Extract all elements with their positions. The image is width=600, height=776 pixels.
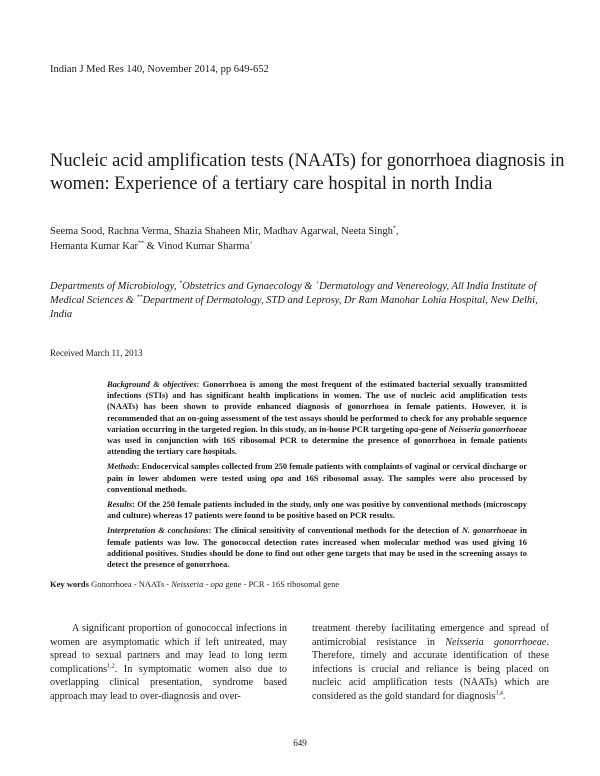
keywords-label: Key words xyxy=(50,579,89,589)
abstract-text: : Gonorrhoea is among the most frequent of the estimated bacterial sexually transmitted infections (STIs) and has significant health implications in women. The use of nucleic acid amplification tests (NAATs) has been shown to provide enhanced diagnosis of gonorrhoea in female patients. However, it is recommended that an on-going assessment of the test assays should be performed to check for any probable sequence variation occurring in the targeted region. In this study, an in-house PCR targeting xyxy=(107,380,527,434)
keywords-text: gene - PCR - 16S ribosomal gene xyxy=(223,579,340,589)
body-text: treatment thereby facilitating emergence and spread of antimicrobial resistance in xyxy=(312,623,549,648)
page-number: 649 xyxy=(293,738,307,748)
abstract-text: : The clinical sensitivity of conventional methods for the detection of xyxy=(208,526,462,536)
abstract-label: Background & objectives xyxy=(107,380,197,389)
abstract-background xyxy=(107,379,527,457)
abstract-text: -gene of xyxy=(418,424,449,434)
abstract-italic: Neisseria gonorrhoeae xyxy=(448,424,527,434)
affiliation-mark: * xyxy=(179,280,183,287)
author-affil-mark: ** xyxy=(138,240,145,247)
citation-ref: 3,4 xyxy=(495,690,503,697)
body-italic: Neisseria gonorrhoeae xyxy=(445,636,547,648)
title-line-1: Nucleic acid amplification tests (NAATs) for gonorrhoea diagnosis in xyxy=(50,151,565,171)
authors-line-1: Seema Sood, Rachna Verma, Shazia Shaheen Mir, Madhav Agarwal, Neeta Singh xyxy=(50,226,393,237)
abstract-text: and 16S ribosomal assay. The samples were also processed by conventional methods. xyxy=(107,473,527,494)
abstract-italic: N. gonorrhoeae xyxy=(461,526,518,536)
abstract-italic: opa xyxy=(405,424,419,434)
authors-line-2-mid: & Vinod Kumar Sharma xyxy=(144,241,250,252)
affiliation-mark: + xyxy=(315,280,320,287)
abstract-text: : Endocervical samples collected from 250 female patients with complaints of vaginal or cervical discharge or pain in lower abdomen were tested using xyxy=(107,462,527,483)
body-text: A significant proportion of gonococcal infections in women are asymptomatic which if left untreated, may spread to sexual partners and may lead to long term complications xyxy=(50,623,287,675)
author-list xyxy=(50,224,470,254)
received-date: Received March 11, 2013 xyxy=(50,348,143,358)
journal-citation: Indian J Med Res 140, November 2014, pp 649-652 xyxy=(50,64,269,75)
affiliation-text: Departments of Microbiology, xyxy=(50,281,180,292)
body-column-left xyxy=(50,622,287,703)
abstract-text: in female patients was low. The gonococcal detection rates increased when molecular method was used giving 16 additional positives. Studies should be done to find out other gene targets that may be used in the screening assays to detect the presence of gonorrhoea. xyxy=(107,526,527,570)
abstract-interpretation xyxy=(107,525,527,570)
keywords-italic: Neisseria xyxy=(171,579,204,589)
affiliation-text: Dermatology and Venereology, All India Institute of Medical Sciences & xyxy=(50,281,537,306)
body-text: . Therefore, timely and accurate identification of these infections is crucial and reliance is being placed on nucleic acid amplification tests (NAATs) which are considered as the gold standard for diagnosis xyxy=(312,636,549,702)
abstract-methods xyxy=(107,461,527,495)
citation-ref: 1,2 xyxy=(107,663,115,670)
authors-line-2: Hemanta Kumar Kar xyxy=(50,241,139,252)
abstract-italic: opa xyxy=(270,473,284,483)
author-affil-mark: + xyxy=(249,240,253,247)
affiliation-mark: ** xyxy=(136,294,143,301)
body-text: . In symptomatic women also due to overlapping clinical presentation, syndrome based approach may lead to over-diagnosis and over- xyxy=(50,663,287,702)
body-paragraph xyxy=(50,622,287,703)
author-affil-mark: * xyxy=(392,225,396,232)
abstract-text: was used in conjunction with 16S ribosomal PCR to determine the presence of gonorrhoea in female patients attending the tertiary care hospitals. xyxy=(107,436,527,457)
body-paragraph xyxy=(312,622,549,703)
keywords xyxy=(50,579,550,589)
abstract xyxy=(107,379,527,574)
body-column-right xyxy=(312,622,549,703)
abstract-label: Methods xyxy=(107,462,137,472)
body-text: . xyxy=(502,690,506,702)
keywords-text: - xyxy=(203,579,211,589)
abstract-label: Results xyxy=(107,500,133,510)
abstract-results xyxy=(107,499,527,521)
keywords-italic: opa xyxy=(210,579,224,589)
article-title xyxy=(50,150,570,196)
keywords-text: Gonorrhoea - NAATs - xyxy=(88,579,172,589)
affiliations xyxy=(50,280,550,322)
title-line-2: women: Experience of a tertiary care hospital in north India xyxy=(50,174,493,194)
authors-line-1-end: , xyxy=(395,226,399,237)
affiliation-text: Obstetrics and Gynaecology & xyxy=(182,281,316,292)
abstract-label: Interpretation & conclusions xyxy=(107,526,209,536)
affiliation-text: Department of Dermatology, STD and Leprosy, Dr Ram Manohar Lohia Hospital, New Delhi, India xyxy=(50,295,538,320)
abstract-text: : Of the 250 female patients included in the study, only one was positive by conventional methods (microscopy and culture) whereas 17 patients were found to be positive based on PCR results. xyxy=(107,500,527,521)
